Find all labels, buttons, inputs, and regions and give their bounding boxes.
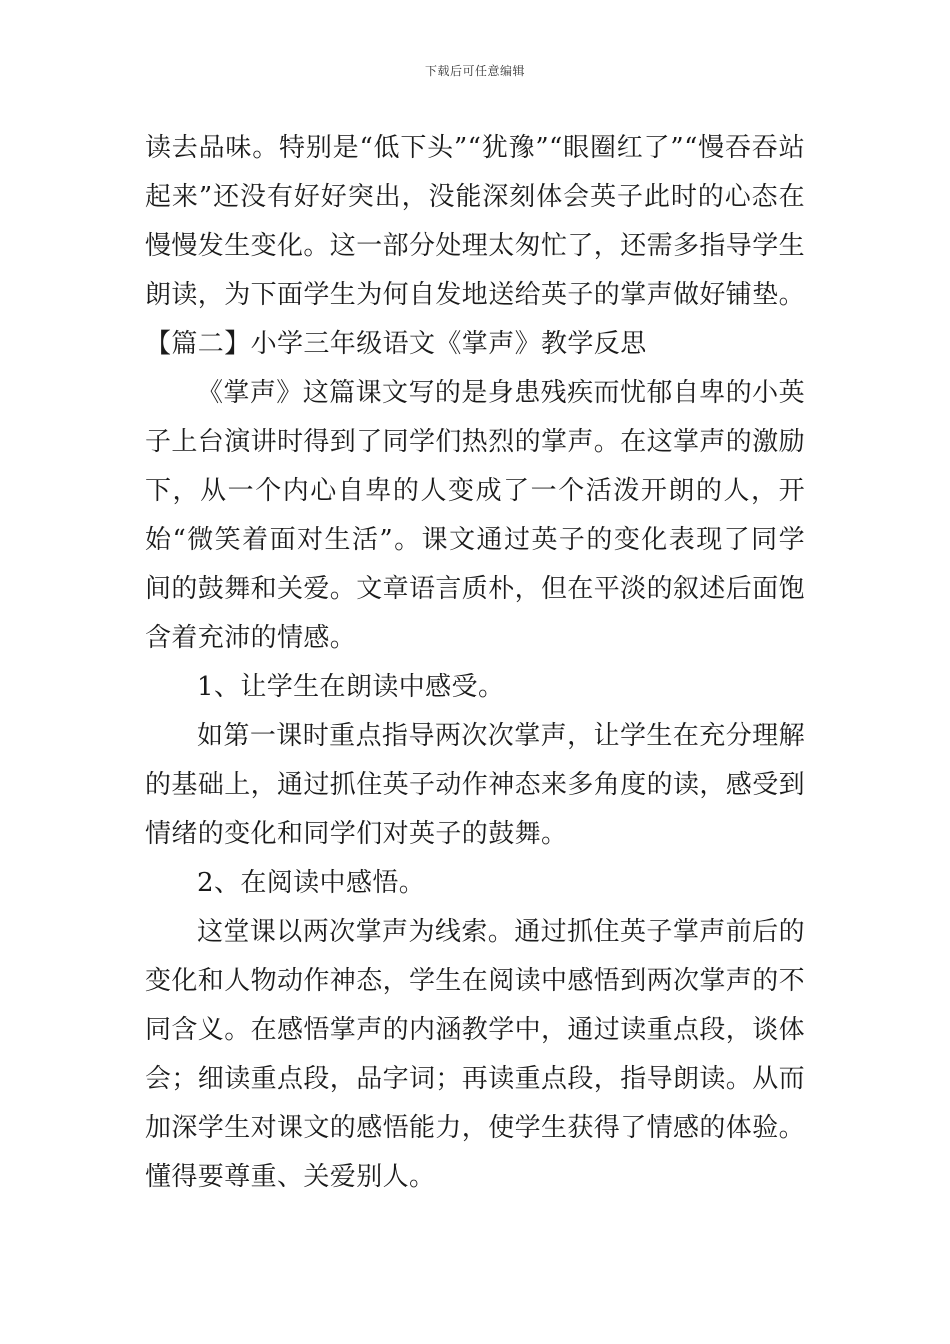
paragraph-4: 如第一课时重点指导两次次掌声，让学生在充分理解的基础上，通过抓住英子动作神态来多角度的读，感受到情绪的变化和同学们对英子的鼓舞。: [145, 721, 806, 849]
page-header-note: 下载后可任意编辑: [424, 64, 525, 78]
document-body: [145, 124, 805, 1202]
paragraph-6: 这堂课以两次掌声为线索。通过抓住英子掌声前后的变化和人物动作神态，学生在阅读中感悟到两次掌声的不同含义。在感悟掌声的内涵教学中，通过读重点段，谈体会；细读重点段，品字词；再读重点段，指导朗读。从而加深学生对课文的感悟能力，使学生获得了情感的体验。懂得要尊重、关爱别人。: [145, 917, 806, 1192]
paragraph-1: 读去品味。特别是“低下头”“犹豫”“眼圈红了”“慢吞吞站起来”还没有好好突出，没能深刻体会英子此时的心态在慢慢发生变化。这一部分处理太匆忙了，还需多指导学生朗读，为下面学生为何自发地送给英子的掌声做好铺垫。【篇二】小学三年级语文《掌声》教学反思: [145, 133, 806, 359]
paragraph-2: 《掌声》这篇课文写的是身患残疾而忧郁自卑的小英子上台演讲时得到了同学们热烈的掌声。在这掌声的激励下，从一个内心自卑的人变成了一个活泼开朗的人，开始“微笑着面对生活”。课文通过英子的变化表现了同学间的鼓舞和关爱。文章语言质朴，但在平淡的叙述后面饱含着充沛的情感。: [145, 378, 806, 653]
paragraph-5: 2、在阅读中感悟。: [197, 868, 426, 898]
paragraph-3: 1、让学生在朗读中感受。: [197, 672, 505, 702]
